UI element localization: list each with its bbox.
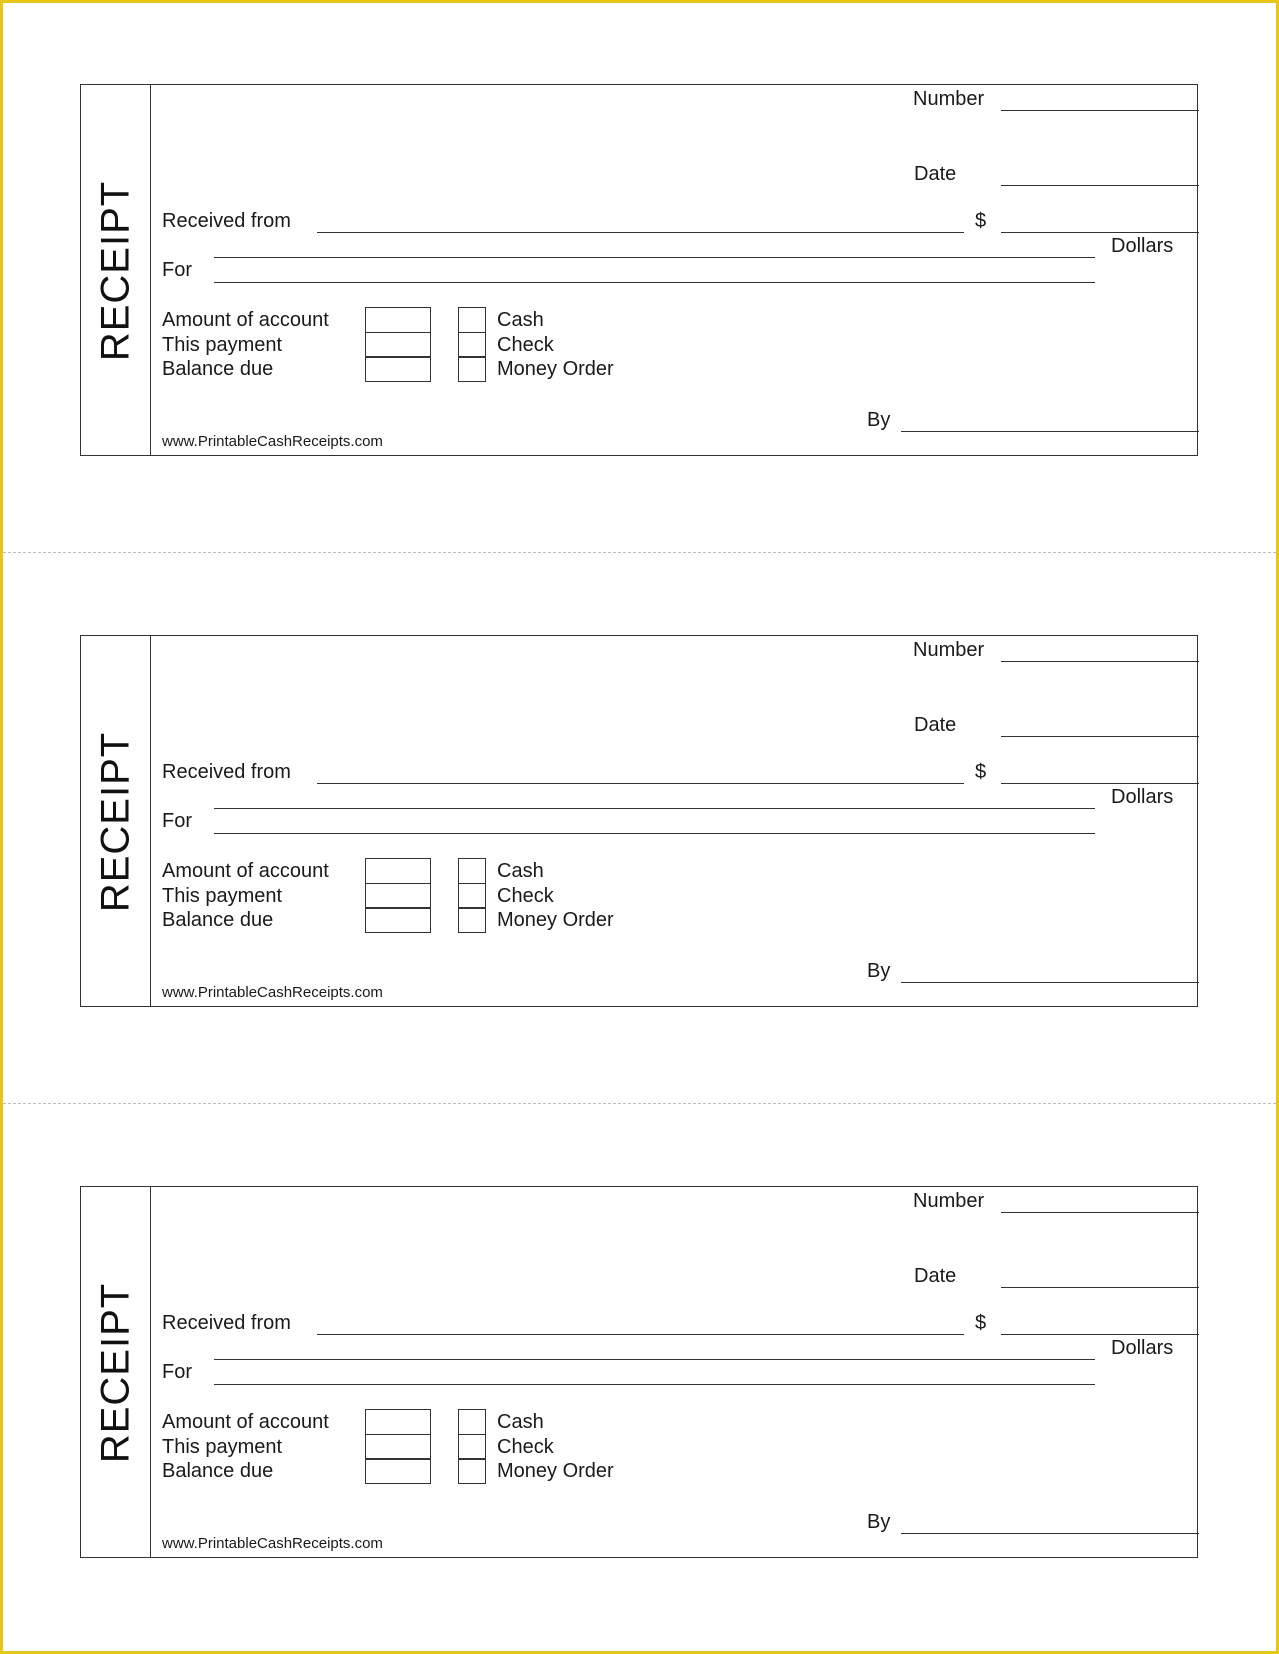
this-payment-label: This payment: [162, 1436, 283, 1458]
amount-of-account-label: Amount of account: [162, 1411, 329, 1433]
for-label: For: [162, 1361, 192, 1383]
website-url: www.PrintableCashReceipts.com: [162, 984, 383, 1001]
number-label: Number: [913, 88, 985, 110]
amount-of-account-box[interactable]: [365, 1409, 431, 1435]
signature-field[interactable]: [901, 431, 1199, 432]
for-label: For: [162, 810, 192, 832]
amount-field[interactable]: [1001, 783, 1199, 784]
money-order-checkbox[interactable]: [458, 356, 486, 382]
received-from-label: Received from: [162, 1312, 291, 1334]
cash-label: Cash: [497, 860, 544, 882]
number-label: Number: [913, 639, 985, 661]
check-label: Check: [497, 1436, 554, 1458]
balance-due-label: Balance due: [162, 358, 274, 380]
money-order-checkbox[interactable]: [458, 1458, 486, 1484]
signature-field[interactable]: [901, 1533, 1199, 1534]
check-label: Check: [497, 334, 554, 356]
received-from-label: Received from: [162, 761, 291, 783]
check-label: Check: [497, 885, 554, 907]
money-order-checkbox[interactable]: [458, 907, 486, 933]
by-label: By: [867, 960, 891, 982]
received-from-field[interactable]: [317, 1334, 964, 1335]
cut-line: [3, 552, 1276, 553]
money-order-label: Money Order: [497, 909, 614, 931]
receipt-form: [80, 635, 1198, 1007]
receipt-form: [80, 1186, 1198, 1558]
number-field[interactable]: [1001, 110, 1199, 111]
currency-symbol: $: [975, 761, 987, 783]
amount-field[interactable]: [1001, 1334, 1199, 1335]
amount-of-account-label: Amount of account: [162, 309, 329, 331]
amount-in-words-field[interactable]: [214, 808, 1095, 809]
receipt-title: RECEIPT: [93, 1282, 138, 1464]
cash-label: Cash: [497, 309, 544, 331]
receipt-side-column: [81, 1187, 151, 1557]
balance-due-box[interactable]: [365, 1458, 431, 1484]
receipt-side-column: [81, 636, 151, 1006]
balance-due-label: Balance due: [162, 1460, 274, 1482]
balance-due-box[interactable]: [365, 907, 431, 933]
signature-field[interactable]: [901, 982, 1199, 983]
balance-due-box[interactable]: [365, 356, 431, 382]
this-payment-box[interactable]: [365, 332, 431, 358]
cash-checkbox[interactable]: [458, 1409, 486, 1435]
by-label: By: [867, 1511, 891, 1533]
date-field[interactable]: [1001, 1287, 1199, 1288]
dollars-label: Dollars: [1111, 1337, 1174, 1359]
by-label: By: [867, 409, 891, 431]
money-order-label: Money Order: [497, 1460, 614, 1482]
received-from-field[interactable]: [317, 232, 964, 233]
currency-symbol: $: [975, 1312, 987, 1334]
date-label: Date: [914, 714, 957, 736]
amount-of-account-box[interactable]: [365, 307, 431, 333]
number-field[interactable]: [1001, 1212, 1199, 1213]
date-label: Date: [914, 163, 957, 185]
check-checkbox[interactable]: [458, 883, 486, 909]
dollars-label: Dollars: [1111, 235, 1174, 257]
cut-line: [3, 1103, 1276, 1104]
amount-in-words-field[interactable]: [214, 1359, 1095, 1360]
receipt-side-column: [81, 85, 151, 455]
check-checkbox[interactable]: [458, 1434, 486, 1460]
date-label: Date: [914, 1265, 957, 1287]
amount-of-account-label: Amount of account: [162, 860, 329, 882]
date-field[interactable]: [1001, 736, 1199, 737]
for-field[interactable]: [214, 833, 1095, 834]
amount-field[interactable]: [1001, 232, 1199, 233]
number-label: Number: [913, 1190, 985, 1212]
receipt-title: RECEIPT: [93, 180, 138, 362]
amount-in-words-field[interactable]: [214, 257, 1095, 258]
currency-symbol: $: [975, 210, 987, 232]
website-url: www.PrintableCashReceipts.com: [162, 433, 383, 450]
cash-checkbox[interactable]: [458, 307, 486, 333]
cash-checkbox[interactable]: [458, 858, 486, 884]
for-label: For: [162, 259, 192, 281]
balance-due-label: Balance due: [162, 909, 274, 931]
this-payment-box[interactable]: [365, 883, 431, 909]
cash-label: Cash: [497, 1411, 544, 1433]
dollars-label: Dollars: [1111, 786, 1174, 808]
check-checkbox[interactable]: [458, 332, 486, 358]
receipt-title: RECEIPT: [93, 731, 138, 913]
money-order-label: Money Order: [497, 358, 614, 380]
received-from-field[interactable]: [317, 783, 964, 784]
amount-of-account-box[interactable]: [365, 858, 431, 884]
for-field[interactable]: [214, 1384, 1095, 1385]
website-url: www.PrintableCashReceipts.com: [162, 1535, 383, 1552]
this-payment-box[interactable]: [365, 1434, 431, 1460]
received-from-label: Received from: [162, 210, 291, 232]
receipt-form: [80, 84, 1198, 456]
number-field[interactable]: [1001, 661, 1199, 662]
date-field[interactable]: [1001, 185, 1199, 186]
this-payment-label: This payment: [162, 885, 283, 907]
for-field[interactable]: [214, 282, 1095, 283]
this-payment-label: This payment: [162, 334, 283, 356]
